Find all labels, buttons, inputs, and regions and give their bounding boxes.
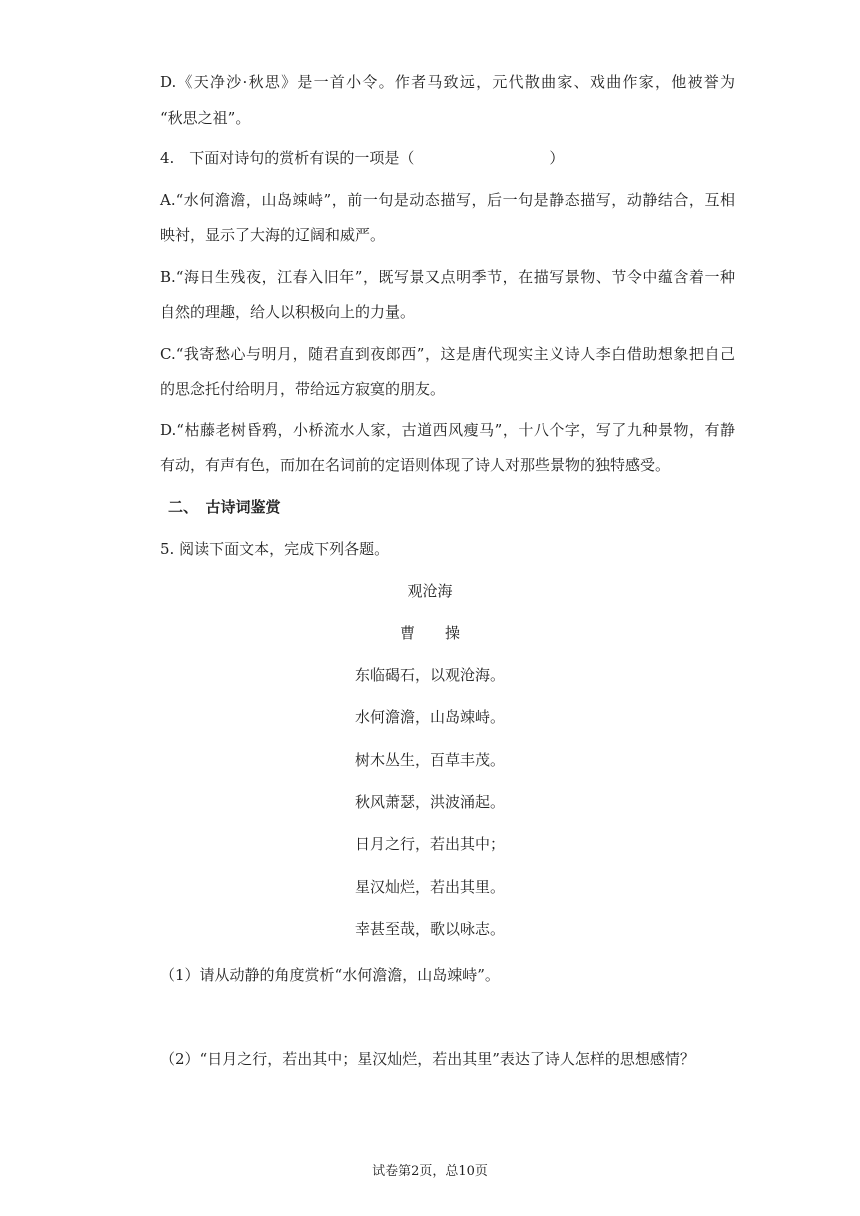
q5-stem: 5. 阅读下面文本，完成下列各题。 — [160, 540, 390, 558]
q4-option-b-line2: 自然的理趣，给人以积极向上的力量。 — [160, 303, 416, 321]
q4-option-a-line1: A.“水何澹澹，山岛竦峙”，前一句是动态描写，后一句是静态描写，动静结合，互相 — [160, 191, 735, 209]
poem-line: 星汉灿烂，若出其里。 — [354, 878, 505, 896]
q4-option-b-line1: B.“海日生残夜，江春入旧年”，既写景又点明季节，在描写景物、节令中蕴含着一种 — [160, 268, 735, 286]
q4-option-c-line1: C.“我寄愁心与明月，随君直到夜郎西”，这是唐代现实主义诗人李白借助想象把自己 — [160, 345, 735, 363]
answer-area-1[interactable] — [160, 992, 735, 1042]
poem-line: 水何澹澹，山岛竦峙。 — [354, 708, 505, 726]
poem-line: 日月之行，若出其中； — [354, 835, 505, 853]
q4-option-d-line1: D.“枯藤老树昏鸦，小桥流水人家，古道西风瘦马”，十八个字，写了九种景物，有静 — [160, 421, 735, 439]
q4-option-a-line2: 映衬，显示了大海的辽阔和威严。 — [160, 226, 386, 244]
poem-line: 东临碣石，以观沧海。 — [354, 666, 505, 684]
poem-author: 曹 操 — [399, 624, 460, 642]
poem-line: 幸甚至哉，歌以咏志。 — [354, 920, 505, 938]
answer-area-2[interactable] — [160, 1076, 735, 1146]
q5-subquestion-2: （2）“日月之行，若出其中；星汉灿烂，若出其里”表达了诗人怎样的思想感情？ — [160, 1050, 695, 1068]
q4-option-d-line2: 有动，有声有色，而加在名词前的定语则体现了诗人对那些景物的独特感受。 — [160, 456, 671, 474]
q4-option-c-line2: 的思念托付给明月，带给远方寂寞的朋友。 — [160, 380, 446, 398]
section-heading: 二、 古诗词鉴赏 — [168, 498, 281, 516]
page-footer: 试卷第2页，总10页 — [372, 1164, 488, 1179]
q3-option-d-line2: “秋思之祖”。 — [160, 109, 251, 127]
poem-title: 观沧海 — [407, 582, 453, 600]
q5-subquestion-1: （1）请从动静的角度赏析“水何澹澹，山岛竦峙”。 — [160, 966, 500, 984]
poem-line: 秋风萧瑟，洪波涌起。 — [354, 793, 505, 811]
q3-option-d-line1: D.《天净沙·秋思》是一首小令。作者马致远，元代散曲家、戏曲作家，他被誉为 — [160, 73, 735, 91]
q4-stem: 4. 下面对诗句的赏析有误的一项是（ ） — [160, 149, 565, 167]
poem-line: 树木丛生，百草丰茂。 — [354, 751, 505, 769]
